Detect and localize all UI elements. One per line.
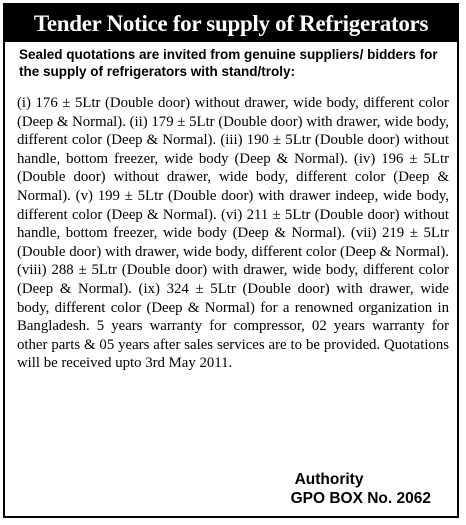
tender-notice xyxy=(3,3,459,518)
signature-block xyxy=(291,470,431,508)
notice-intro: Sealed quotations are invited from genuine suppliers/ bidders for the supply of refrigerators with stand/troly: xyxy=(19,47,438,79)
notice-title: Tender Notice for supply of Refrigerators xyxy=(5,5,457,42)
signature-po-box: GPO BOX No. 2062 xyxy=(290,490,431,507)
signature-authority: Authority xyxy=(294,471,364,488)
notice-body: (i) 176 ± 5Ltr (Double door) without drawer, wide body, different color (Deep & Normal). (ii) 179 ± 5Ltr (Double door) with drawer, wide body, different color (Deep & Normal). (iii) 190 ± 5Ltr (Double door) without handle, bottom freezer, wide body (Deep & Normal). (iv) 196 ± 5Ltr (Double door) without drawer, wide body, different color (Deep & Normal). (v) 199 ± 5Ltr (Double door) with drawer indeep, wide body, different color (Deep & Normal). (vi) 211 ± 5Ltr (Double door) without handle, bottom freezer, wide body (Deep & Normal). (vii) 219 ± 5Ltr (Double door) with drawer, wide body, different color (Deep & Normal). (viii) 288 ± 5Ltr (Double door) with drawer, wide body, different color (Deep & Normal). (ix) 324 ± 5Ltr (Double door) with drawer, wide body, different color (Deep & Normal) for a renowned organization in Bangladesh. 5 years warranty for compressor, 02 years warranty for other parts & 05 years after sales services are to be provided. Quotations will be received upto 3rd May 2011. xyxy=(17,95,449,372)
